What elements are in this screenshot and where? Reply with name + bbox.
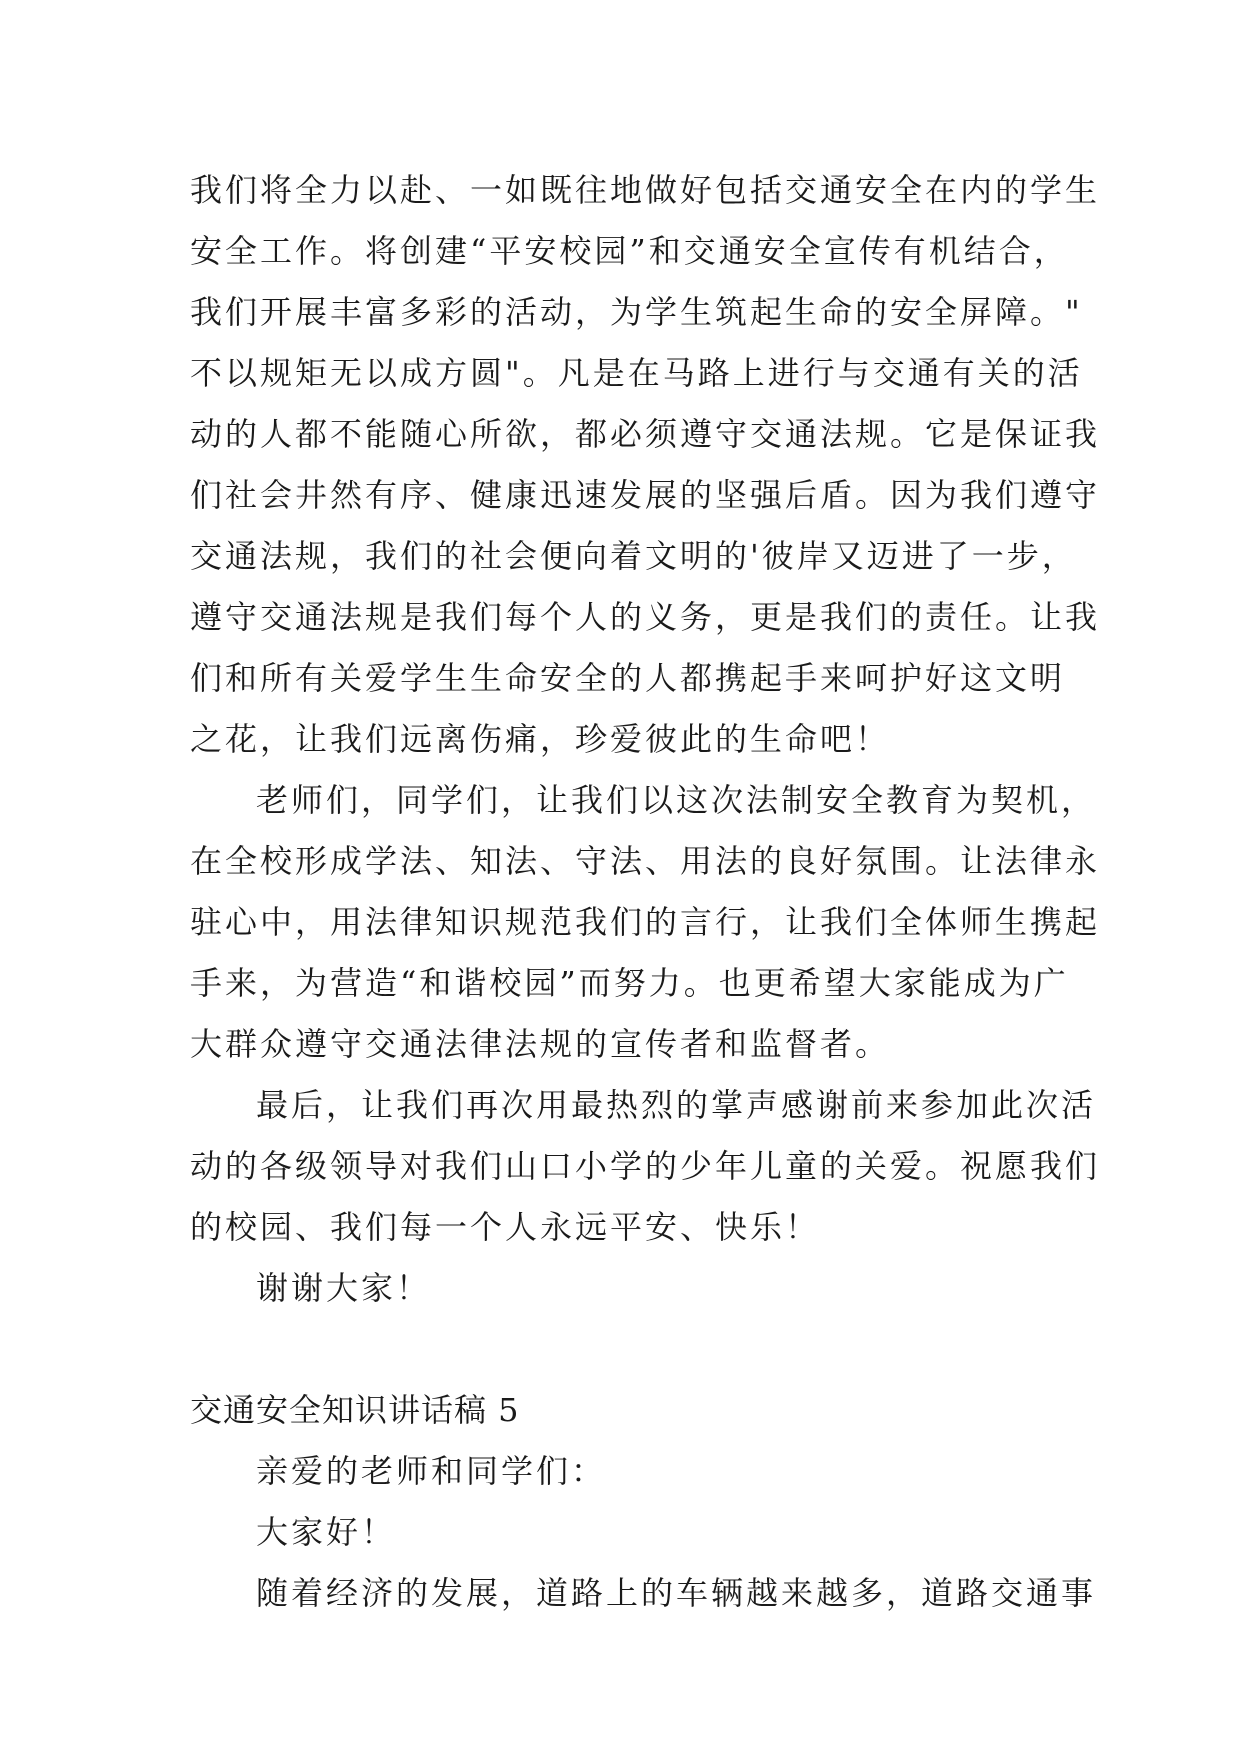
text-line: 我们将全力以赴、一如既往地做好包括交通安全在内的学生 xyxy=(190,171,1101,209)
text-line: 驻心中，用法律知识规范我们的言行，让我们全体师生携起 xyxy=(190,903,1101,941)
text-line: 动的人都不能随心所欲，都必须遵守交通法规。它是保证我 xyxy=(190,415,1101,453)
text-line: 随着经济的发展，道路上的车辆越来越多，道路交通事 xyxy=(256,1574,1097,1612)
text-line: 交通法规，我们的社会便向着文明的'彼岸又迈进了一步， xyxy=(190,537,1077,575)
closing-line: 谢谢大家！ xyxy=(256,1269,432,1307)
blank-line xyxy=(190,1319,1070,1380)
text-line: 的校园、我们每一个人永远平安、快乐！ xyxy=(190,1208,821,1246)
document-body xyxy=(190,160,1101,1624)
text-line: 们社会井然有序、健康迅速发展的坚强后盾。因为我们遵守 xyxy=(190,476,1101,514)
paragraph xyxy=(190,770,1101,1075)
paragraph xyxy=(190,1563,1097,1624)
text-line: 手来，为营造“和谐校园”而努力。也更希望大家能成为广 xyxy=(190,964,1069,1002)
text-line: 老师们，同学们，让我们以这次法制安全教育为契机， xyxy=(256,781,1097,819)
text-line: 大群众遵守交通法律法规的宣传者和监督者。 xyxy=(190,1025,891,1063)
text-line: 之花，让我们远离伤痛，珍爱彼此的生命吧！ xyxy=(190,720,891,758)
text-line: 在全校形成学法、知法、守法、用法的良好氛围。让法律永 xyxy=(190,842,1101,880)
paragraph xyxy=(190,1075,1101,1258)
text-line: 们和所有关爱学生生命安全的人都携起手来呵护好这文明 xyxy=(190,659,1066,697)
text-line: 不以规矩无以成方圆"。凡是在马路上进行与交通有关的活 xyxy=(190,354,1083,392)
text-line: 最后，让我们再次用最热烈的掌声感谢前来参加此次活 xyxy=(256,1086,1097,1124)
salutation: 亲爱的老师和同学们： xyxy=(256,1452,607,1490)
text-line: 我们开展丰富多彩的活动，为学生筑起生命的安全屏障。" xyxy=(190,293,1083,331)
greeting: 大家好！ xyxy=(256,1513,397,1551)
text-line: 遵守交通法规是我们每个人的义务，更是我们的责任。让我 xyxy=(190,598,1101,636)
text-line: 安全工作。将创建“平安校园”和交通安全宣传有机结合， xyxy=(190,232,1069,270)
text-line: 动的各级领导对我们山口小学的少年儿童的关爱。祝愿我们 xyxy=(190,1147,1101,1185)
section-title: 交通安全知识讲话稿 5 xyxy=(190,1391,520,1429)
paragraph xyxy=(190,160,1101,770)
